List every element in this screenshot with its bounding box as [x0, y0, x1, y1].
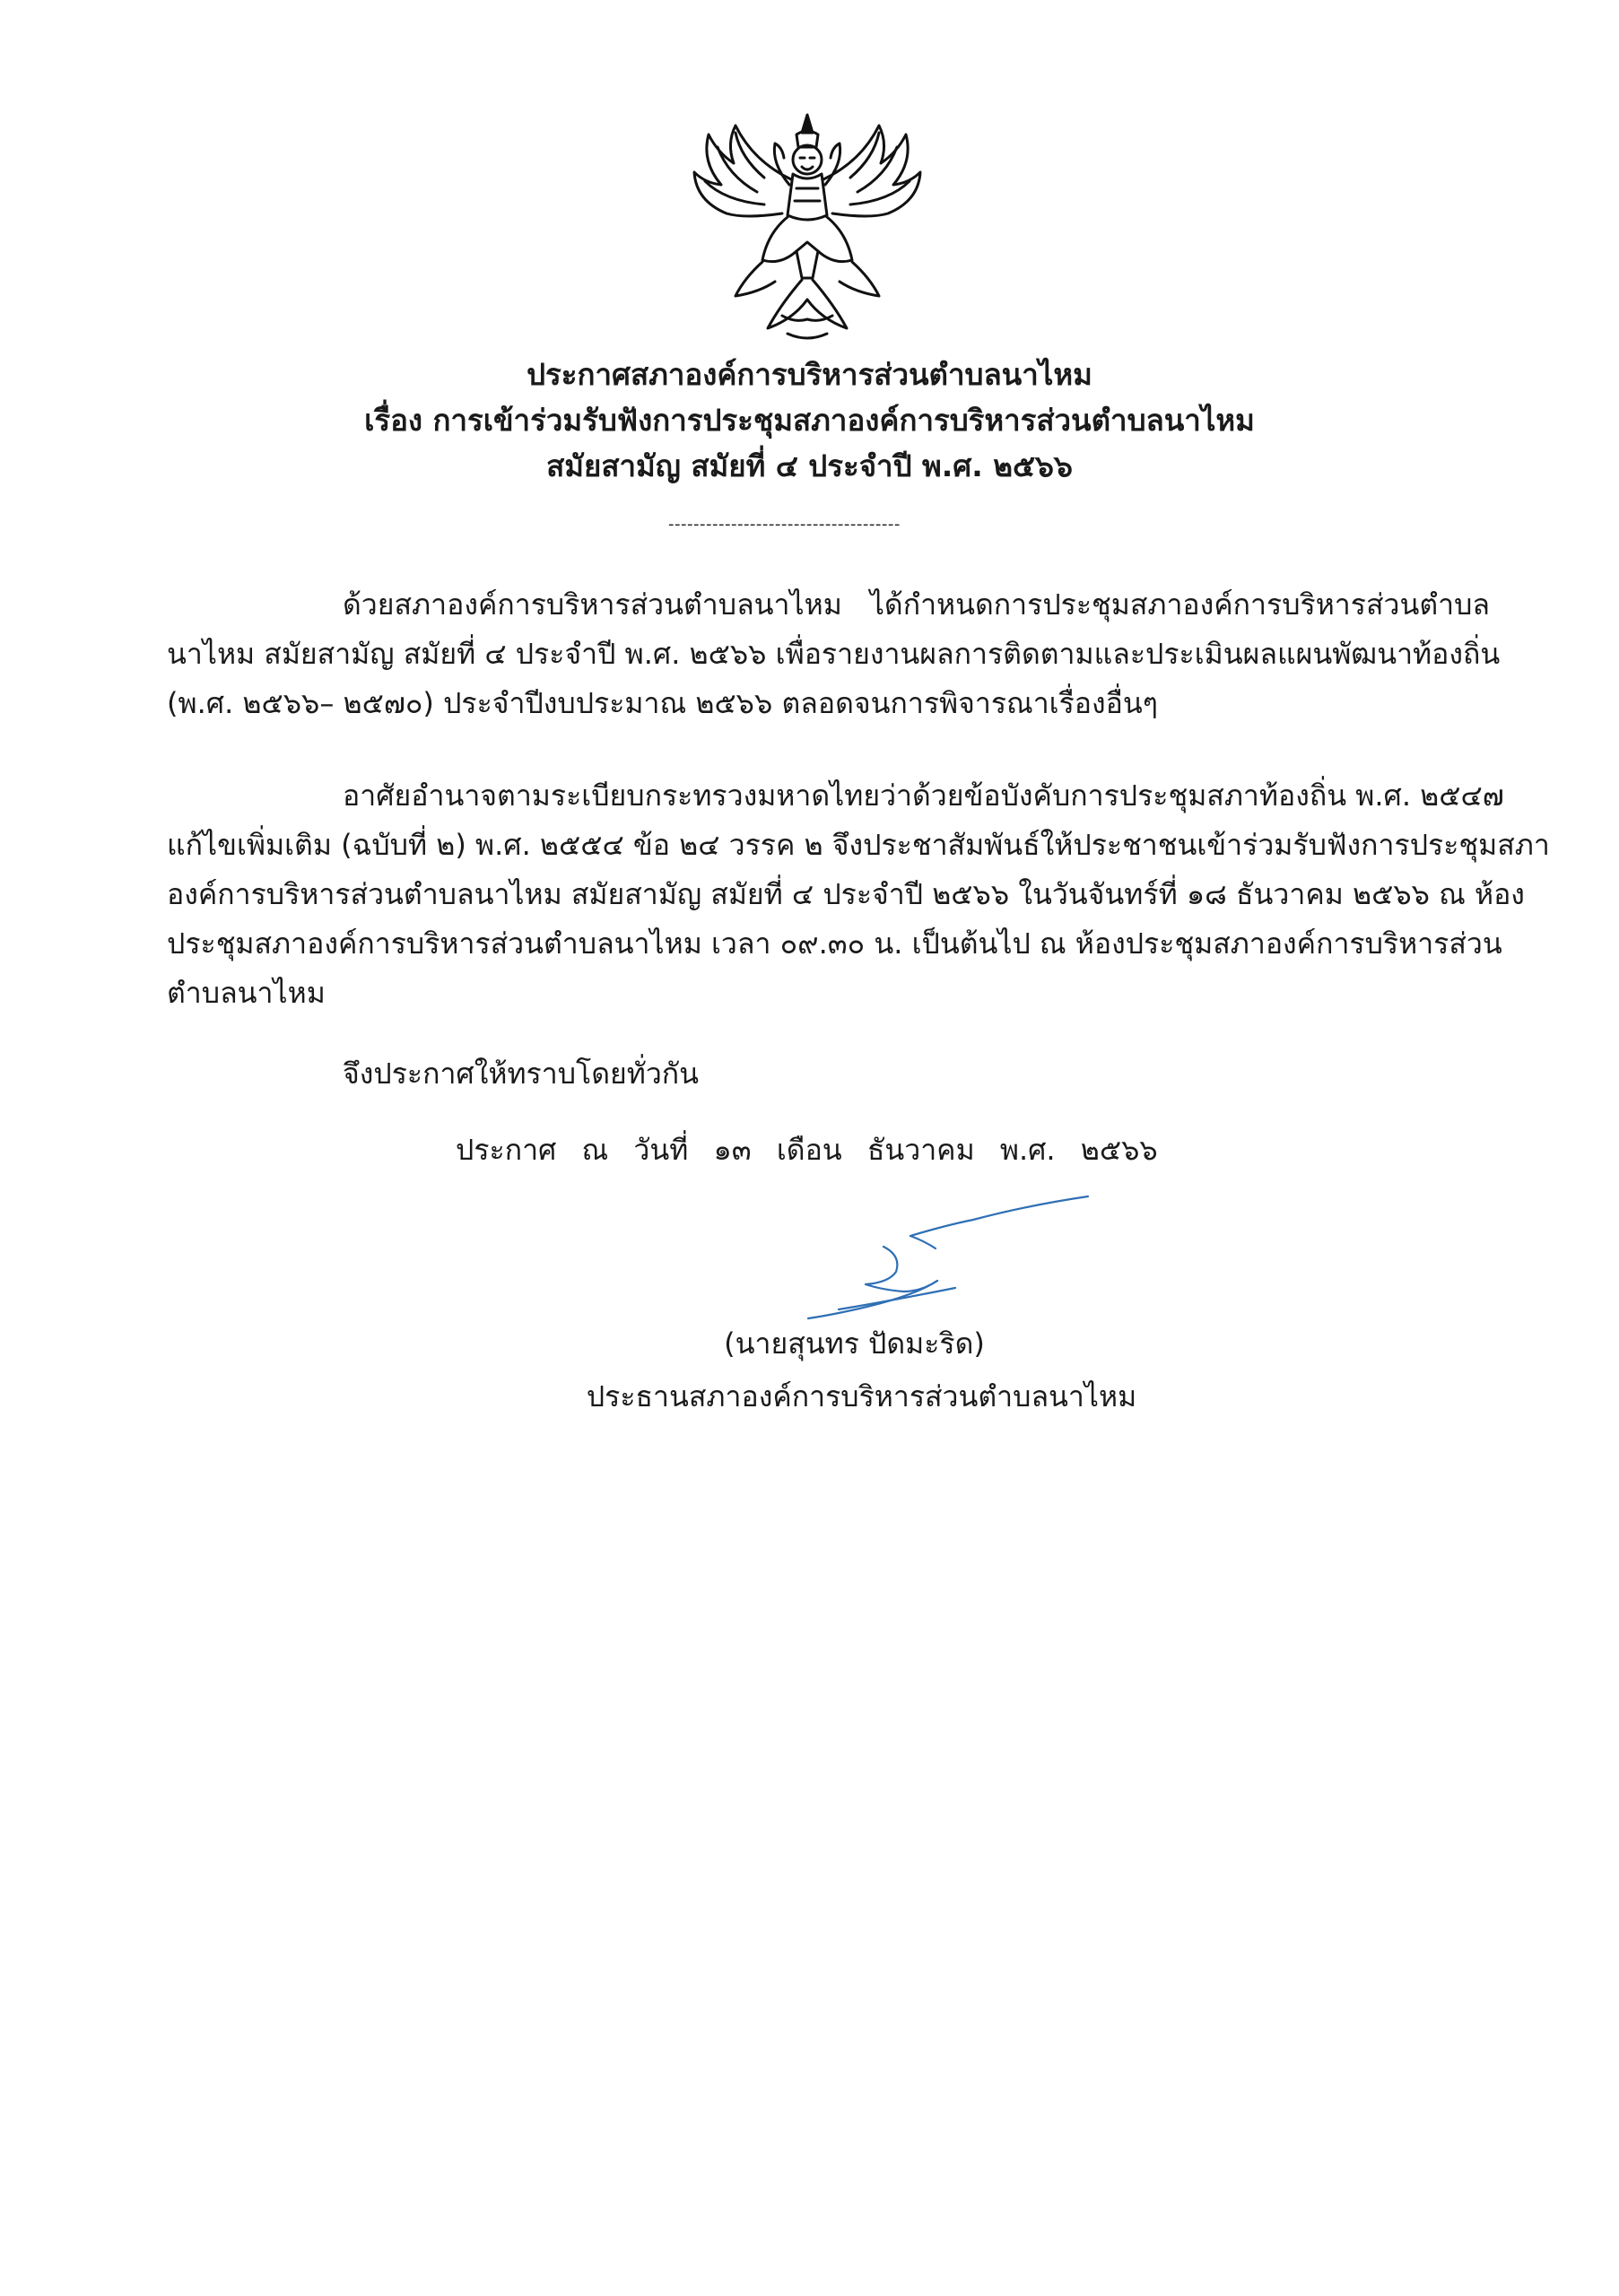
closing-statement: จึงประกาศให้ทราบโดยทั่วกัน	[343, 1057, 700, 1091]
title-line-3: สมัยสามัญ สมัยที่ ๔ ประจำปี พ.ศ. ๒๕๖๖	[546, 448, 1073, 483]
paragraph-1-line-2: นาไหม สมัยสามัญ สมัยที่ ๔ ประจำปี พ.ศ. ๒๕๖๖ เพื่อรายงานผลการติดตามและประเมินผลแผนพัฒนาท้องถิ่น	[167, 637, 1501, 671]
title-line-2: เรื่อง การเข้าร่วมรับฟังการประชุมสภาองค์การบริหารส่วนตำบลนาไหม	[364, 403, 1255, 438]
date-year-label: พ.ศ.	[999, 1133, 1056, 1167]
paragraph-2-line-1: อาศัยอำนาจตามระเบียบกระทรวงมหาดไทยว่าด้วยข้อบังคับการประชุมสภาท้องถิ่น พ.ศ. ๒๕๔๗	[343, 778, 1504, 813]
signer-position: ประธานสภาองค์การบริหารส่วนตำบลนาไหม	[586, 1379, 1137, 1413]
date-day: ๑๓	[713, 1133, 752, 1167]
announcement-title	[0, 352, 1619, 489]
paragraph-1-line-1: ด้วยสภาองค์การบริหารส่วนตำบลนาไหม ได้กำหนดการประชุมสภาองค์การบริหารส่วนตำบล	[343, 587, 1490, 622]
paragraph-1	[167, 580, 1501, 728]
date-month: ธันวาคม	[866, 1133, 975, 1167]
signer-name: (นายสุนทร ปัดมะริด)	[724, 1326, 985, 1361]
date-year: ๒๕๖๖	[1080, 1133, 1158, 1167]
date-month-label: เดือน	[776, 1133, 842, 1167]
title-divider: -------------------------------------	[668, 515, 901, 534]
garuda-emblem	[682, 108, 933, 350]
paragraph-2	[167, 771, 1550, 1018]
date-day-label: วันที่	[633, 1133, 689, 1167]
date-prefix: ประกาศ	[456, 1133, 557, 1167]
paragraph-2-line-2: แก้ไขเพิ่มเติม (ฉบับที่ ๒) พ.ศ. ๒๕๕๔ ข้อ ๒๔ วรรค ๒ จึงประชาสัมพันธ์ให้ประชาชนเข้าร่วมรับฟังการประชุมสภา	[167, 828, 1550, 862]
paragraph-1-line-3: (พ.ศ. ๒๕๖๖– ๒๕๗๐) ประจำปีงบประมาณ ๒๕๖๖ ตลอดจนการพิจารณาเรื่องอื่นๆ	[167, 686, 1158, 720]
paragraph-2-line-4: ประชุมสภาองค์การบริหารส่วนตำบลนาไหม เวลา ๐๙.๓๐ น. เป็นต้นไป ณ ห้องประชุมสภาองค์การบริหารส่วน	[167, 926, 1502, 961]
paragraph-2-line-5: ตำบลนาไหม	[167, 976, 326, 1010]
handwritten-signature	[803, 1184, 1099, 1327]
paragraph-2-line-3: องค์การบริหารส่วนตำบลนาไหม สมัยสามัญ สมัยที่ ๔ ประจำปี ๒๕๖๖ ในวันจันทร์ที่ ๑๘ ธันวาคม ๒๕๖๖ ณ ห้อง	[167, 877, 1525, 911]
announcement-date	[456, 1127, 1174, 1172]
date-at: ณ	[581, 1133, 609, 1167]
title-line-1: ประกาศสภาองค์การบริหารส่วนตำบลนาไหม	[527, 357, 1092, 392]
